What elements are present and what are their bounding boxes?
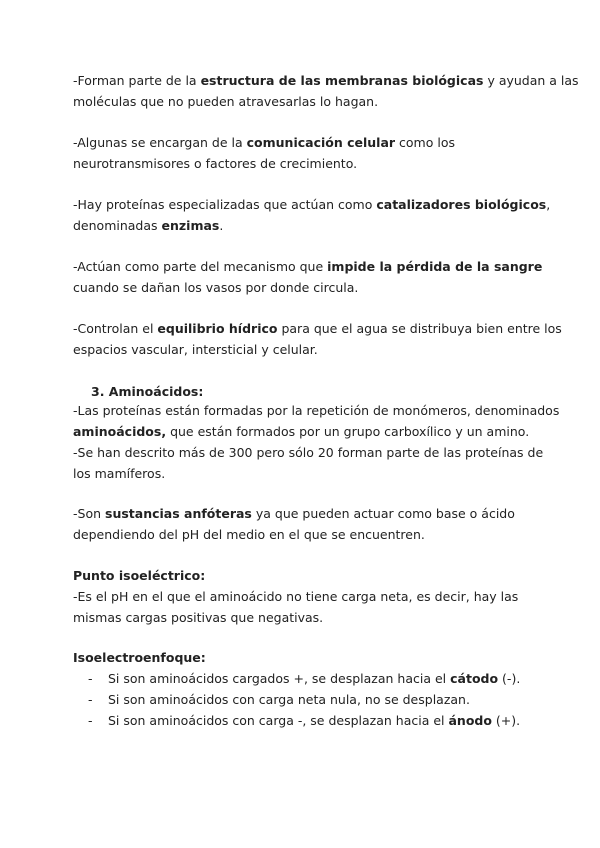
- subheading-isoelectrofocusing: Isoelectroenfoque:: [73, 650, 206, 665]
- paragraph-membranes: [73, 70, 579, 112]
- paragraph-amphoteric: [73, 503, 543, 545]
- bold-term: cátodo: [450, 671, 499, 686]
- text-line: -Las proteínas están formadas por la repetición de monómeros, denominados: [73, 403, 560, 418]
- bold-term: comunicación celular: [246, 135, 396, 150]
- text-line: -Es el pH en el que el aminoácido no tiene carga neta, es decir, hay las: [73, 589, 519, 604]
- paragraph-communication: [73, 132, 543, 174]
- text-line: los mamíferos.: [73, 466, 166, 481]
- text-line: -Forman parte de la estructura de las membranas biológicas y ayudan a las: [73, 73, 579, 88]
- dash-bullet: -: [88, 692, 93, 707]
- text-line: -Hay proteínas especializadas que actúan como catalizadores biológicos,: [73, 197, 551, 212]
- subheading-isoelectrofocusing-wrap: [73, 647, 543, 668]
- subheading-isoelectric-point: Punto isoeléctrico:: [73, 568, 206, 583]
- bold-term: aminoácidos,: [73, 424, 167, 439]
- bold-term: catalizadores biológicos: [376, 197, 547, 212]
- text-line: -Controlan el equilibrio hídrico para que el agua se distribuya bien entre los: [73, 321, 562, 336]
- list-item: - Si son aminoácidos con carga -, se desplazan hacia el ánodo (+).: [73, 710, 520, 731]
- paragraph-catalysts: [73, 194, 551, 236]
- bold-term: estructura de las membranas biológicas: [200, 73, 484, 88]
- section-heading-aminoacids: 3. Aminoácidos:: [91, 384, 204, 399]
- bold-term: ánodo: [448, 713, 492, 728]
- bold-term: equilibrio hídrico: [157, 321, 278, 336]
- paragraph-isoelectric-point: [73, 565, 543, 628]
- paragraph-blood: [73, 256, 543, 298]
- text-line: aminoácidos, que están formados por un grupo carboxílico y un amino.: [73, 424, 530, 439]
- text-line: -Se han descrito más de 300 pero sólo 20 forman parte de las proteínas de: [73, 445, 544, 460]
- text-line: dependiendo del pH del medio en el que se encuentren.: [73, 527, 425, 542]
- bold-term: impide la pérdida de la sangre: [327, 259, 543, 274]
- text-line: mismas cargas positivas que negativas.: [73, 610, 324, 625]
- text-line: cuando se dañan los vasos por donde circula.: [73, 280, 359, 295]
- text-line: -Son sustancias anfóteras ya que pueden actuar como base o ácido: [73, 506, 515, 521]
- text-line: moléculas que no pueden atravesarlas lo hagan.: [73, 94, 379, 109]
- paragraph-water-balance: [73, 318, 562, 360]
- list-item: - Si son aminoácidos con carga neta nula, no se desplazan.: [73, 689, 520, 710]
- text-line: -Algunas se encargan de la comunicación celular como los: [73, 135, 455, 150]
- focusing-list: [73, 668, 520, 731]
- text-line: neurotransmisores o factores de crecimiento.: [73, 156, 358, 171]
- list-item: - Si son aminoácidos cargados +, se desplazan hacia el cátodo (-).: [73, 668, 520, 689]
- dash-bullet: -: [88, 713, 93, 728]
- dash-bullet: -: [88, 671, 93, 686]
- paragraph-aminoacids: [73, 400, 560, 484]
- text-line: -Actúan como parte del mecanismo que impide la pérdida de la sangre: [73, 259, 543, 274]
- bold-term: sustancias anfóteras: [105, 506, 252, 521]
- text-line: denominadas enzimas.: [73, 218, 224, 233]
- bold-term: enzimas: [161, 218, 220, 233]
- text-line: espacios vascular, intersticial y celular.: [73, 342, 318, 357]
